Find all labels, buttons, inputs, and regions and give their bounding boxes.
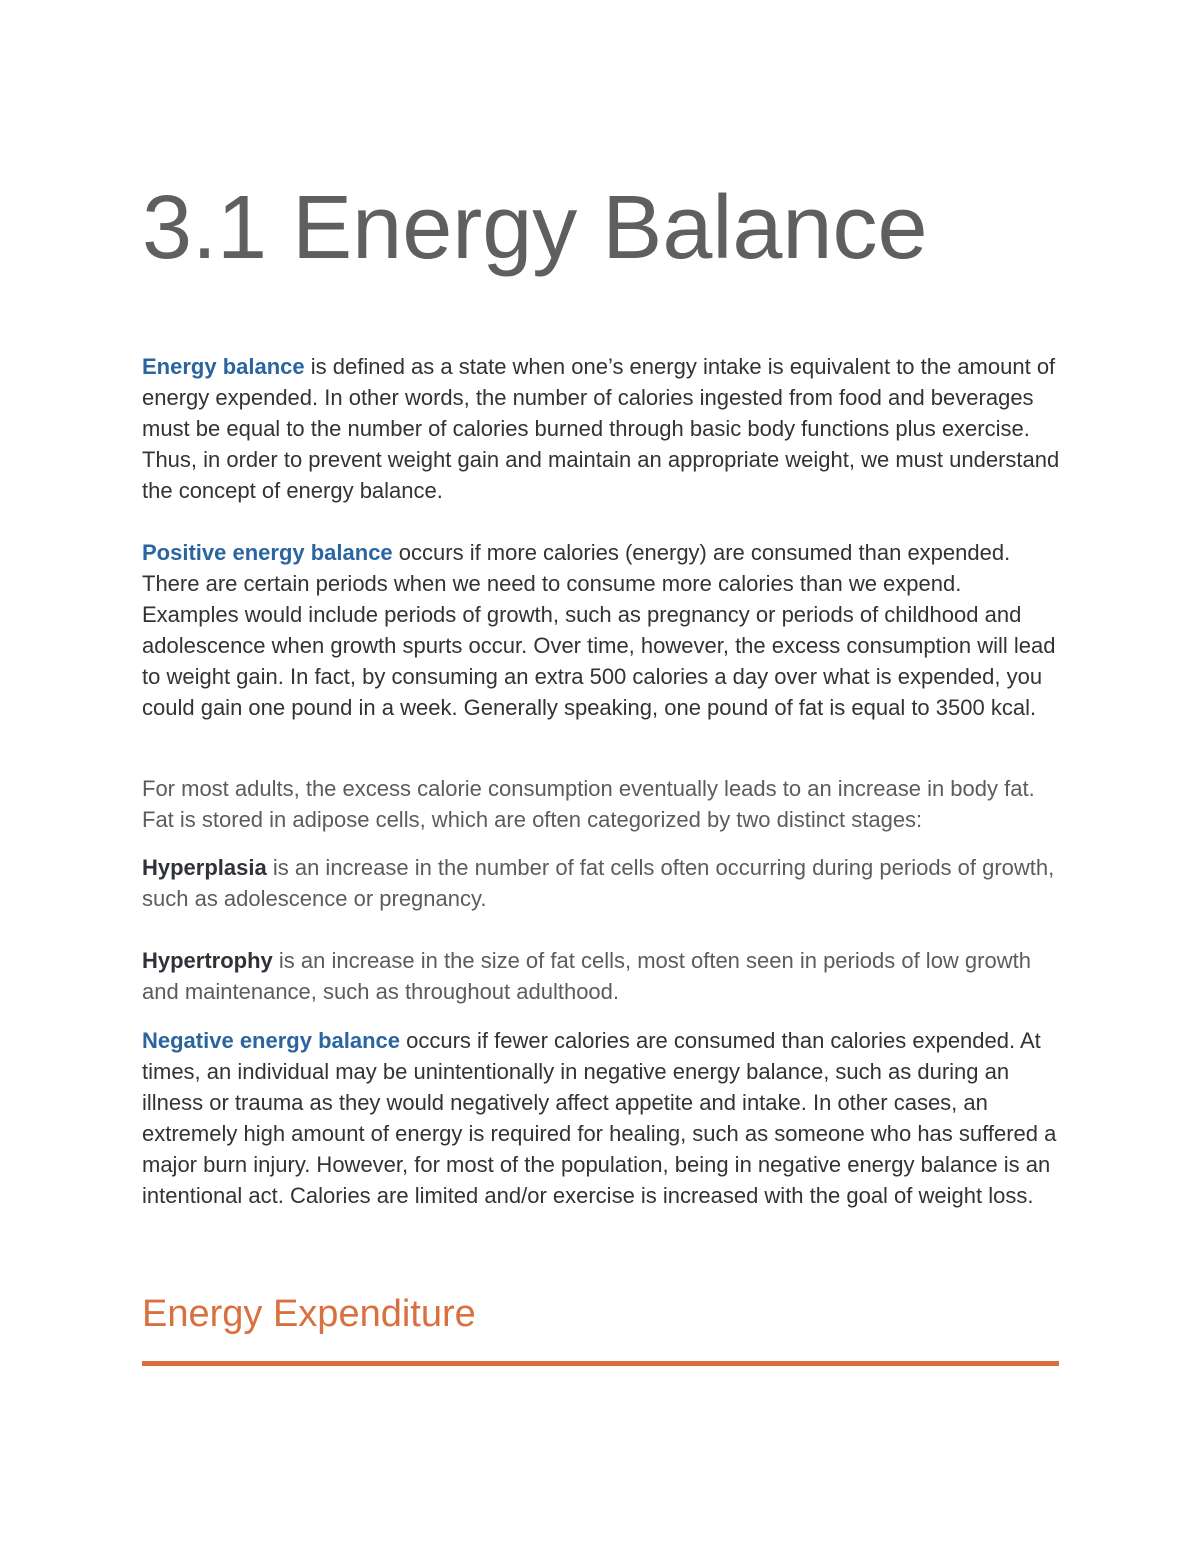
hyperplasia-definition: is an increase in the number of fat cells often occurring during periods of growth, such as adolescence or pregnancy. [142, 855, 1055, 911]
positive-energy-balance-term: Positive energy balance [142, 540, 393, 565]
energy-balance-definition: is defined as a state when one’s energy intake is equivalent to the amount of energy expended. In other words, the number of calories ingested from food and beverages must be equal to the number of calories burned through basic body functions plus exercise. Thus, in order to prevent weight gain and maintain an appropriate weight, we must understand the concept of energy balance. [142, 354, 1060, 503]
positive-energy-balance-paragraph [142, 537, 1062, 723]
page-title: 3.1 Energy Balance [142, 178, 928, 278]
negative-energy-balance-paragraph [142, 1025, 1062, 1211]
hyperplasia-paragraph [142, 852, 1062, 914]
energy-balance-paragraph [142, 351, 1062, 506]
hypertrophy-definition: is an increase in the size of fat cells, most often seen in periods of low growth and maintenance, such as throughout adulthood. [142, 948, 1031, 1004]
positive-energy-balance-definition: occurs if more calories (energy) are consumed than expended. There are certain periods when we need to consume more calories than we expend. Examples would include periods of growth, such as pregnancy or periods of childhood and adolescence when growth spurts occur. Over time, however, the excess consumption will lead to weight gain. In fact, by consuming an extra 500 calories a day over what is expended, you could gain one pound in a week. Generally speaking, one pound of fat is equal to 3500 kcal. [142, 540, 1056, 720]
section-divider [142, 1361, 1059, 1366]
adipose-stages-paragraph: For most adults, the excess calorie consumption eventually leads to an increase in body fat. Fat is stored in adipose cells, which are often categorized by two distinct stages: [142, 776, 1035, 832]
energy-balance-term: Energy balance [142, 354, 305, 379]
hyperplasia-term: Hyperplasia [142, 855, 267, 880]
negative-energy-balance-definition: occurs if fewer calories are consumed than calories expended. At times, an individual may be unintentionally in negative energy balance, such as during an illness or trauma as they would negatively affect appetite and intake. In other cases, an extremely high amount of energy is required for healing, such as someone who has suffered a major burn injury. However, for most of the population, being in negative energy balance is an intentional act. Calories are limited and/or exercise is increased with the goal of weight loss. [142, 1028, 1057, 1208]
negative-energy-balance-term: Negative energy balance [142, 1028, 401, 1053]
hypertrophy-term: Hypertrophy [142, 948, 273, 973]
hypertrophy-paragraph [142, 945, 1062, 1007]
section-heading-energy-expenditure: Energy Expenditure [142, 1293, 476, 1335]
